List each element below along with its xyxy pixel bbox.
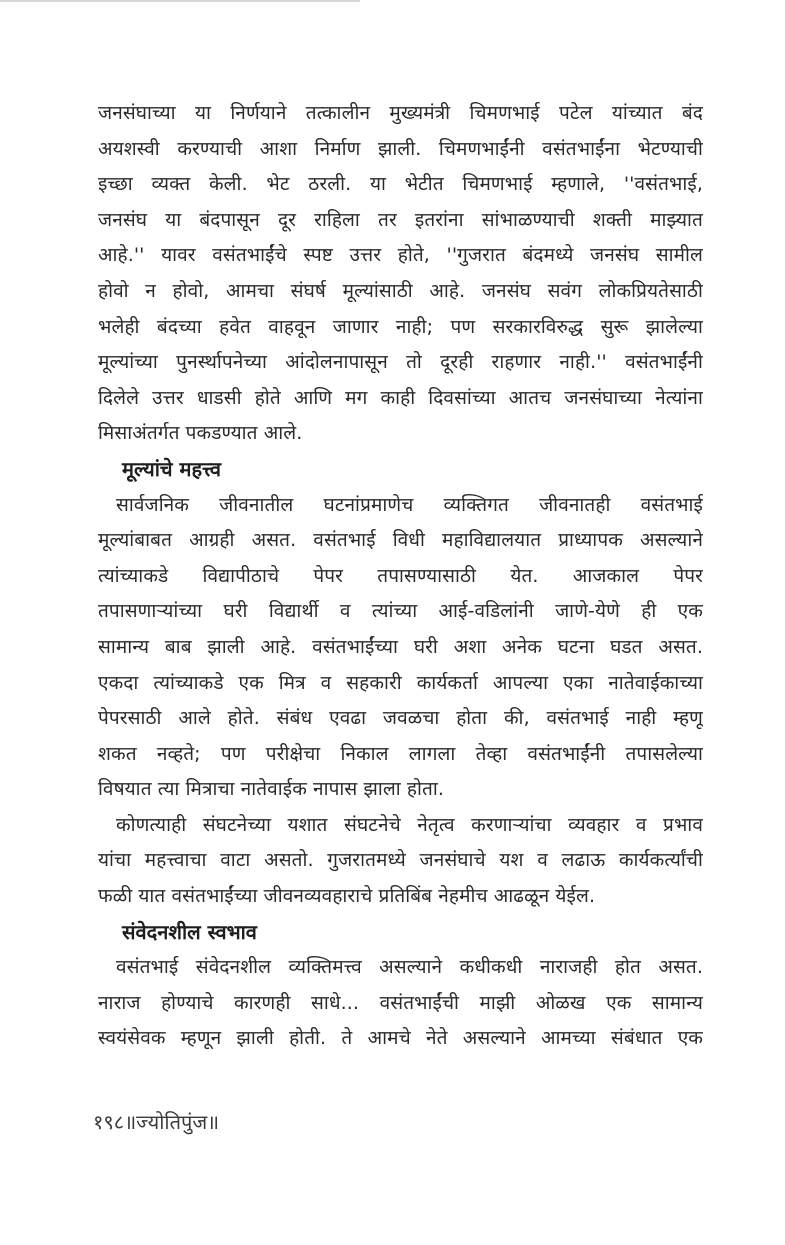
page-body [98,96,703,1057]
paragraph-2-line: एकदा त्यांच्याकडे एक मित्र व सहकारी कार्यकर्ता आपल्या एका नातेवाईकाच्या [98,671,703,694]
page-number: १९८ [93,1110,125,1134]
paragraph-4-line: वसंतभाई संवेदनशील व्यक्तिमत्त्व असल्याने कधीकधी नाराजही होत असत. [116,956,703,979]
paragraph-2-line: सार्वजनिक जीवनातील घटनांप्रमाणेच व्यक्तिगत जीवनातही वसंतभाई [116,493,703,516]
paragraph-2-line: पेपरसाठी आले होते. संबंध एवढा जवळचा होता की, वसंतभाई नाही म्हणू [98,707,703,730]
paragraph-1-line: जनसंघ या बंदपासून दूर राहिला तर इतरांना सांभाळण्याची शक्ती माझ्यात [98,208,703,231]
paragraph-1-line: जनसंघाच्या या निर्णयाने तत्कालीन मुख्यमंत्री चिमणभाई पटेल यांच्यात बंद [98,102,703,124]
page-footer [93,1108,219,1135]
paragraph-3-line: यांचा महत्त्वाचा वाटा असतो. गुजरातमध्ये जनसंघाचे यश व लढाऊ कार्यकर्त्यांची [98,849,703,872]
section-heading-sensitive-nature: संवेदनशील स्वभाव [122,919,257,944]
paragraph-4-line: स्वयंसेवक म्हणून झाली होती. ते आमचे नेते असल्याने आमच्या संबंधात एक [98,1027,703,1050]
paragraph-2-line: तपासणाऱ्यांच्या घरी विद्यार्थी व त्यांच्या आई-वडिलांनी जाणे-येणे ही एक [98,600,703,623]
paragraph-2-line: त्यांच्याकडे विद्यापीठाचे पेपर तपासण्यासाठी येत. आजकाल पेपर [98,564,703,587]
paragraph-2-line: सामान्य बाब झाली आहे. वसंतभाईंच्या घरी अशा अनेक घटना घडत असत. [98,635,703,658]
paragraph-1-line: भलेही बंदच्या हवेत वाहवून जाणार नाही; पण सरकारविरुद्ध सुरू झालेल्या [98,315,703,338]
paragraph-3-line: फळी यात वसंतभाईंच्या जीवनव्यवहाराचे प्रतिबिंब नेहमीच आढळून येईल. [98,885,596,908]
section-heading-values: मूल्यांचे महत्त्व [122,456,221,481]
paragraph-4-line: नाराज होण्याचे कारणही साधे... वसंतभाईंची माझी ओळख एक सामान्य [98,991,703,1014]
paragraph-1-line: मूल्यांच्या पुनर्स्थापनेच्या आंदोलनापासून तो दूरही राहणार नाही.'' वसंतभाईंनी [98,351,703,374]
paragraph-3-line: कोणत्याही संघटनेच्या यशात संघटनेचे नेतृत्व करणाऱ्यांचा व्यवहार व प्रभाव [116,813,703,836]
paragraph-1-line: इच्छा व्यक्त केली. भेट ठरली. या भेटीत चिमणभाई म्हणाले, ''वसंतभाई, [98,173,703,196]
top-edge-rule [0,0,360,2]
paragraph-2-line: शकत नव्हते; पण परीक्षेचा निकाल लागला तेव्हा वसंतभाईंनी तपासलेल्या [98,742,703,765]
paragraph-1-line: मिसाअंतर्गत पकडण्यात आले. [98,422,303,445]
paragraph-1-line: होवो न होवो, आमचा संघर्ष मूल्यांसाठी आहे. जनसंघ सवंग लोकप्रियतेसाठी [98,279,703,302]
paragraph-2-line: मूल्यांबाबत आग्रही असत. वसंतभाई विधी महाविद्यालयात प्राध्यापक असल्याने [98,529,703,552]
paragraph-1-line: आहे.'' यावर वसंतभाईंचे स्पष्ट उत्तर होते, ''गुजरात बंदमध्ये जनसंघ सामील [98,244,703,267]
book-title: ॥ज्योतिपुंज॥ [124,1110,220,1134]
paragraph-1-line: दिलेले उत्तर धाडसी होते आणि मग काही दिवसांच्या आतच जनसंघाच्या नेत्यांना [98,386,703,409]
paragraph-2-line: विषयात त्या मित्राचा नातेवाईक नापास झाला होता. [98,778,445,801]
paragraph-1-line: अयशस्वी करण्याची आशा निर्माण झाली. चिमणभाईंनी वसंतभाईंना भेटण्याची [98,137,703,160]
